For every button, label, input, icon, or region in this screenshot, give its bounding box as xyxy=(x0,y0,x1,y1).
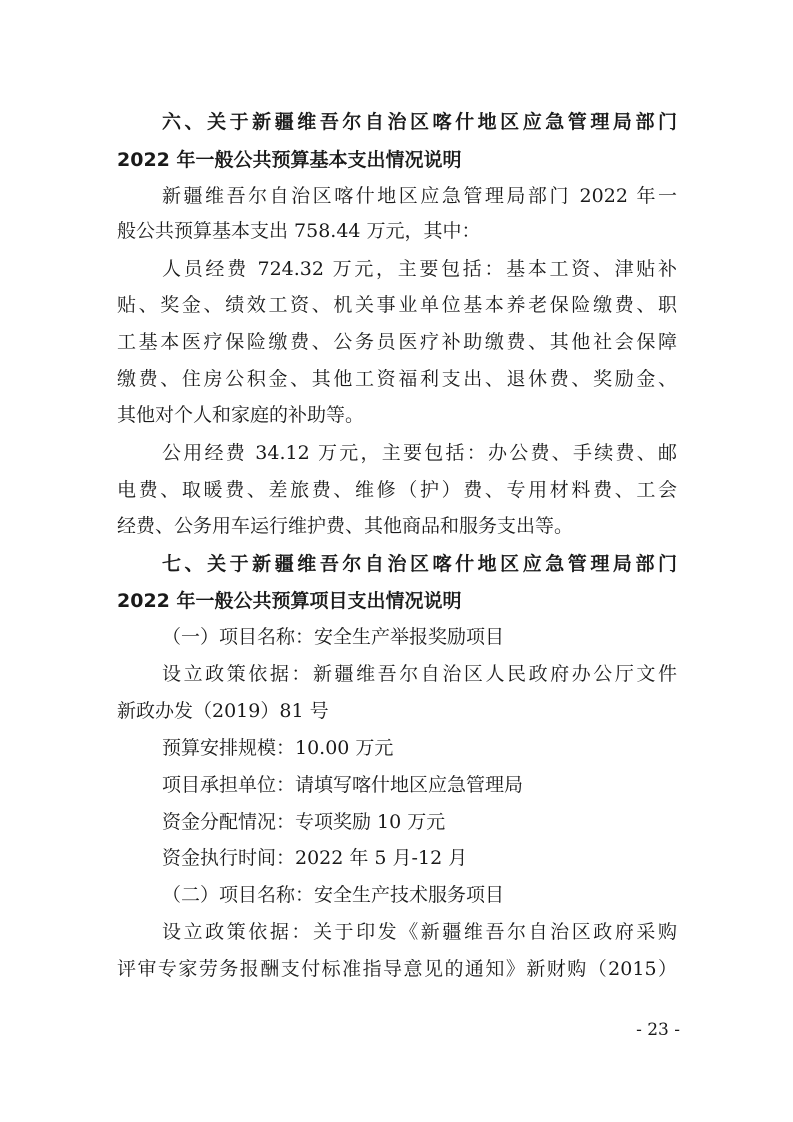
section-heading-line: 2022 年一般公共预算基本支出情况说明 xyxy=(117,149,462,171)
page-number: - 23 - xyxy=(636,1020,680,1040)
paragraph-line: 新疆维吾尔自治区喀什地区应急管理局部门 2022 年一 xyxy=(162,185,677,207)
paragraph-line: 经费、公务用车运行维护费、其他商品和服务支出等。 xyxy=(117,515,574,537)
project-name-line: （一）项目名称：安全生产举报奖励项目 xyxy=(162,626,505,648)
paragraph-line: 贴、奖金、绩效工资、机关事业单位基本养老保险缴费、职 xyxy=(117,294,677,316)
paragraph-line: 资金分配情况：专项奖励 10 万元 xyxy=(162,811,446,833)
paragraph-line: 项目承担单位：请填写喀什地区应急管理局 xyxy=(162,774,524,796)
paragraph-line: 般公共预算基本支出 758.44 万元，其中： xyxy=(117,220,481,242)
paragraph-line: 电费、取暖费、差旅费、维修（护）费、专用材料费、工会 xyxy=(117,479,677,501)
paragraph-line: 设立政策依据：新疆维吾尔自治区人民政府办公厅文件 xyxy=(162,663,677,685)
paragraph-line: 设立政策依据：关于印发《新疆维吾尔自治区政府采购 xyxy=(162,921,677,943)
paragraph-line: 公用经费 34.12 万元，主要包括：办公费、手续费、邮 xyxy=(162,442,677,464)
paragraph-line: 资金执行时间：2022 年 5 月-12 月 xyxy=(162,847,468,869)
paragraph-line: 缴费、住房公积金、其他工资福利支出、退休费、奖励金、 xyxy=(117,368,677,390)
paragraph-line: 其他对个人和家庭的补助等。 xyxy=(117,404,365,426)
section-heading-line: 六、关于新疆维吾尔自治区喀什地区应急管理局部门 xyxy=(162,111,677,133)
paragraph-line: 工基本医疗保险缴费、公务员医疗补助缴费、其他社会保障 xyxy=(117,331,677,353)
section-heading-line: 2022 年一般公共预算项目支出情况说明 xyxy=(117,590,462,612)
paragraph-line: 新政办发（2019）81 号 xyxy=(117,700,329,722)
paragraph-line: 人员经费 724.32 万元，主要包括：基本工资、津贴补 xyxy=(162,258,677,280)
project-name-line: （二）项目名称：安全生产技术服务项目 xyxy=(162,884,505,906)
paragraph-line: 评审专家劳务报酬支付标准指导意见的通知》新财购（2015） xyxy=(117,958,677,980)
section-heading-line: 七、关于新疆维吾尔自治区喀什地区应急管理局部门 xyxy=(162,553,677,575)
paragraph-line: 预算安排规模：10.00 万元 xyxy=(162,737,394,759)
